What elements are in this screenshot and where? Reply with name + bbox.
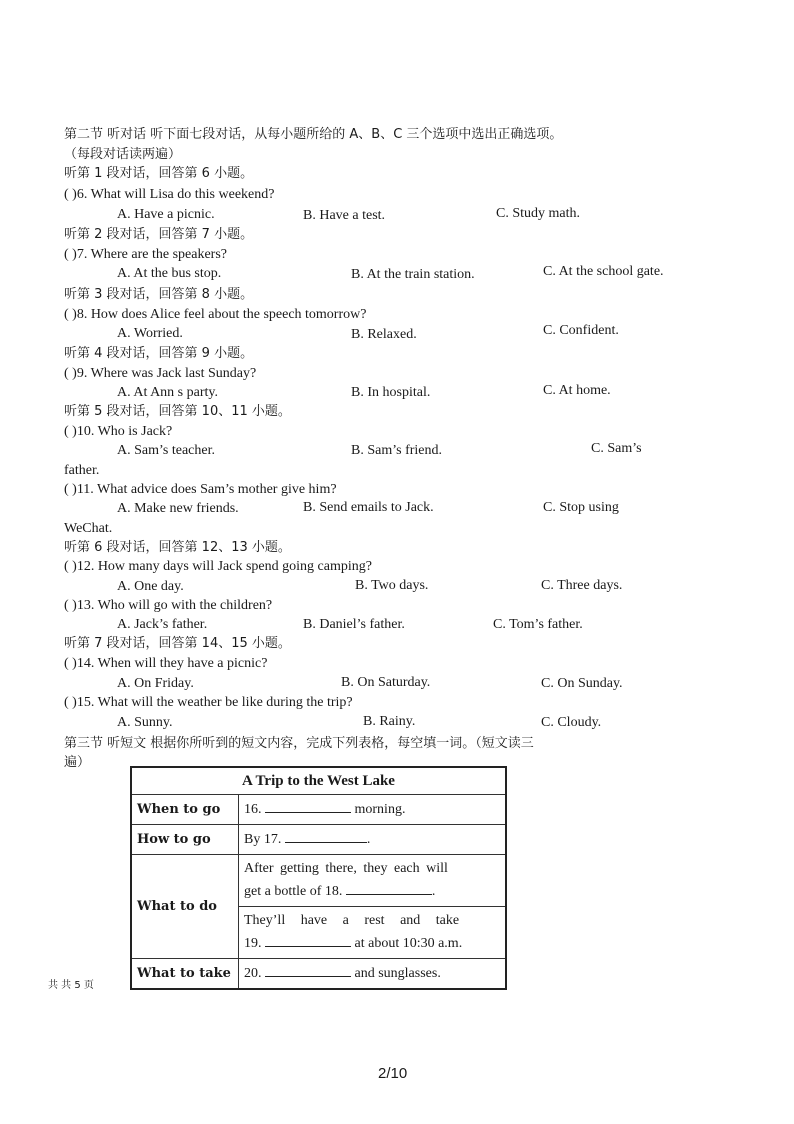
do2-line2	[244, 932, 500, 955]
option-c: C. Stop using	[543, 500, 619, 515]
option-a: A. Make new friends.	[117, 501, 239, 516]
group-intro: 听第 3 段对话，回答第 8 小题。	[64, 287, 254, 302]
how-cell	[239, 825, 507, 855]
take-label: What to take	[131, 959, 239, 990]
blank-19-number: 19.	[244, 936, 262, 951]
section3-title-wrap: 遍）	[64, 755, 91, 770]
do2-line1: They’ll have a rest and take	[244, 913, 460, 928]
option-b: B. Have a test.	[303, 208, 386, 223]
option-c: C. Study math.	[496, 206, 581, 221]
option-a: A. One day.	[117, 579, 184, 594]
question-stem: ( )10. Who is Jack?	[64, 424, 173, 439]
option-b: B. Send emails to Jack.	[303, 500, 434, 515]
take-cell	[239, 959, 507, 990]
section2-title: 第二节 听对话 听下面七段对话，从每小题所给的 A、B、C 三个选项中选出正确选项。	[64, 127, 563, 142]
answer-blank-17[interactable]	[285, 828, 367, 843]
option-c: C. Three days.	[541, 578, 623, 593]
how-suffix: .	[366, 832, 371, 847]
group-intro: 听第 4 段对话，回答第 9 小题。	[64, 346, 254, 361]
option-a: A. At the bus stop.	[117, 266, 222, 281]
question-stem: ( )15. What will the weather be like during the trip?	[64, 695, 353, 710]
do1-suffix: .	[431, 884, 436, 899]
trip-table	[130, 766, 507, 990]
blank-18-prefix: get a bottle of 18.	[244, 884, 343, 899]
when-cell	[239, 795, 507, 825]
group-intro: 听第 2 段对话，回答第 7 小题。	[64, 227, 254, 242]
blank-20-number: 20.	[244, 966, 262, 981]
page-footer: 共 共 5 页	[48, 980, 94, 991]
option-c: C. At home.	[543, 383, 611, 398]
option-a: A. Sunny.	[117, 715, 173, 730]
section2-note: （每段对话读两遍）	[64, 147, 182, 162]
answer-blank-16[interactable]	[265, 798, 351, 813]
question-stem: ( )9. Where was Jack last Sunday?	[64, 366, 257, 381]
option-c: C. Sam’s	[591, 441, 642, 456]
option-c: C. Tom’s father.	[493, 617, 583, 632]
question-stem: ( )8. How does Alice feel about the speech tomorrow?	[64, 307, 367, 322]
group-intro: 听第 7 段对话，回答第 14、15 小题。	[64, 636, 291, 651]
option-c-wrap: WeChat.	[64, 521, 113, 536]
how-label: How to go	[131, 825, 239, 855]
group-intro: 听第 5 段对话，回答第 10、11 小题。	[64, 404, 291, 419]
option-a: A. At Ann s party.	[117, 385, 218, 400]
group-intro: 听第 6 段对话，回答第 12、13 小题。	[64, 540, 291, 555]
what-do-cell-2	[239, 907, 507, 959]
question-stem: ( )7. Where are the speakers?	[64, 247, 227, 262]
answer-blank-18[interactable]	[346, 880, 432, 895]
do2-suffix: at about 10:30 a.m.	[354, 936, 463, 951]
blank-16-number: 16.	[244, 802, 262, 817]
option-a: A. Sam’s teacher.	[117, 443, 215, 458]
option-b: B. Two days.	[355, 578, 429, 593]
page-number: 2/10	[378, 1065, 408, 1082]
option-b: B. At the train station.	[351, 267, 475, 282]
option-c-wrap: father.	[64, 463, 100, 478]
group-intro: 听第 1 段对话，回答第 6 小题。	[64, 166, 254, 181]
question-stem: ( )11. What advice does Sam’s mother give him?	[64, 482, 337, 497]
option-a: A. Jack’s father.	[117, 617, 208, 632]
option-b: B. Sam’s friend.	[351, 443, 442, 458]
what-do-cell-1	[239, 855, 507, 907]
do1-line2	[244, 880, 500, 903]
section3-title: 第三节 听短文 根据你所听到的短文内容，完成下列表格，每空填一词。（短文读三	[64, 736, 534, 751]
answer-blank-20[interactable]	[265, 962, 351, 977]
when-suffix: morning.	[354, 802, 406, 817]
option-a: A. On Friday.	[117, 676, 194, 691]
option-c: C. Confident.	[543, 323, 619, 338]
question-stem: ( )14. When will they have a picnic?	[64, 656, 268, 671]
option-c: C. Cloudy.	[541, 715, 602, 730]
table-heading: A Trip to the West Lake	[131, 767, 506, 795]
answer-blank-19[interactable]	[265, 932, 351, 947]
when-label: When to go	[131, 795, 239, 825]
what-do-label: What to do	[131, 855, 239, 959]
option-c: C. On Sunday.	[541, 676, 623, 691]
option-c: C. At the school gate.	[543, 264, 664, 279]
option-a: A. Worried.	[117, 326, 183, 341]
option-a: A. Have a picnic.	[117, 207, 215, 222]
question-stem: ( )13. Who will go with the children?	[64, 598, 273, 613]
question-stem: ( )12. How many days will Jack spend going camping?	[64, 559, 372, 574]
option-b: B. On Saturday.	[341, 675, 431, 690]
option-b: B. Relaxed.	[351, 327, 417, 342]
blank-17-prefix: By 17.	[244, 832, 282, 847]
do1-line1: After getting there, they each will	[244, 861, 448, 876]
take-suffix: and sunglasses.	[354, 966, 441, 981]
option-b: B. Daniel’s father.	[303, 617, 405, 632]
question-stem: ( )6. What will Lisa do this weekend?	[64, 187, 275, 202]
option-b: B. Rainy.	[363, 714, 416, 729]
option-b: B. In hospital.	[351, 385, 431, 400]
